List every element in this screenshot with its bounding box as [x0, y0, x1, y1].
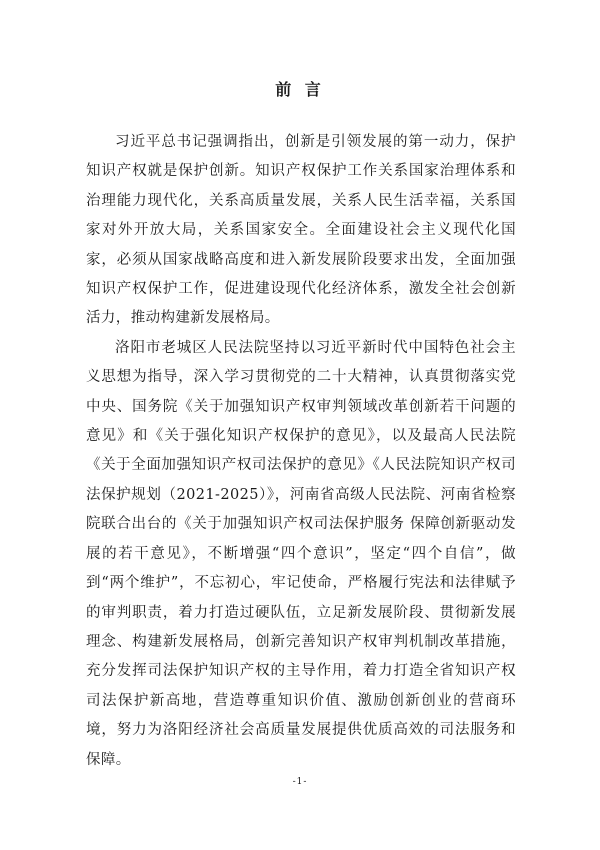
document-body: [86, 128, 516, 775]
paragraph-2: 洛阳市老城区人民法院坚持以习近平新时代中国特色社会主义思想为指导，深入学习贯彻党的二十大精神，认真贯彻落实党中央、国务院《关于加强知识产权审判领域改革创新若干问题的意见》和《关于强化知识产权保护的意见》，以及最高人民法院《关于全面加强知识产权司法保护的意见》《人民法院知识产权司法保护规划（2021-2025）》，河南省高级人民法院、河南省检察院联合出台的《关于加强知识产权司法保护服务 保障创新驱动发展的若干意见》，不断增强“四个意识”，坚定“四个自信”，做到“两个维护”，不忘初心，牢记使命，严格履行宪法和法律赋予的审判职责，着力打造过硬队伍，立足新发展阶段、贯彻新发展理念、构建新发展格局，创新完善知识产权审判机制改革措施，充分发挥司法保护知识产权的主导作用，着力打造全省知识产权司法保护新高地，营造尊重知识价值、激励创新创业的营商环境，努力为洛阳经济社会高质量发展提供优质高效的司法服务和保障。: [86, 339, 516, 768]
page-number: -1-: [292, 777, 308, 787]
page-title: 前 言: [275, 80, 325, 99]
paragraph-1: 习近平总书记强调指出，创新是引领发展的第一动力，保护知识产权就是保护创新。知识产权保护工作关系国家治理体系和治理能力现代化，关系高质量发展，关系人民生活幸福，关系国家对外开放大局，关系国家安全。全面建设社会主义现代化国家，必须从国家战略高度和进入新发展阶段要求出发，全面加强知识产权保护工作，促进建设现代化经济体系，激发全社会创新活力，推动构建新发展格局。: [86, 134, 516, 327]
